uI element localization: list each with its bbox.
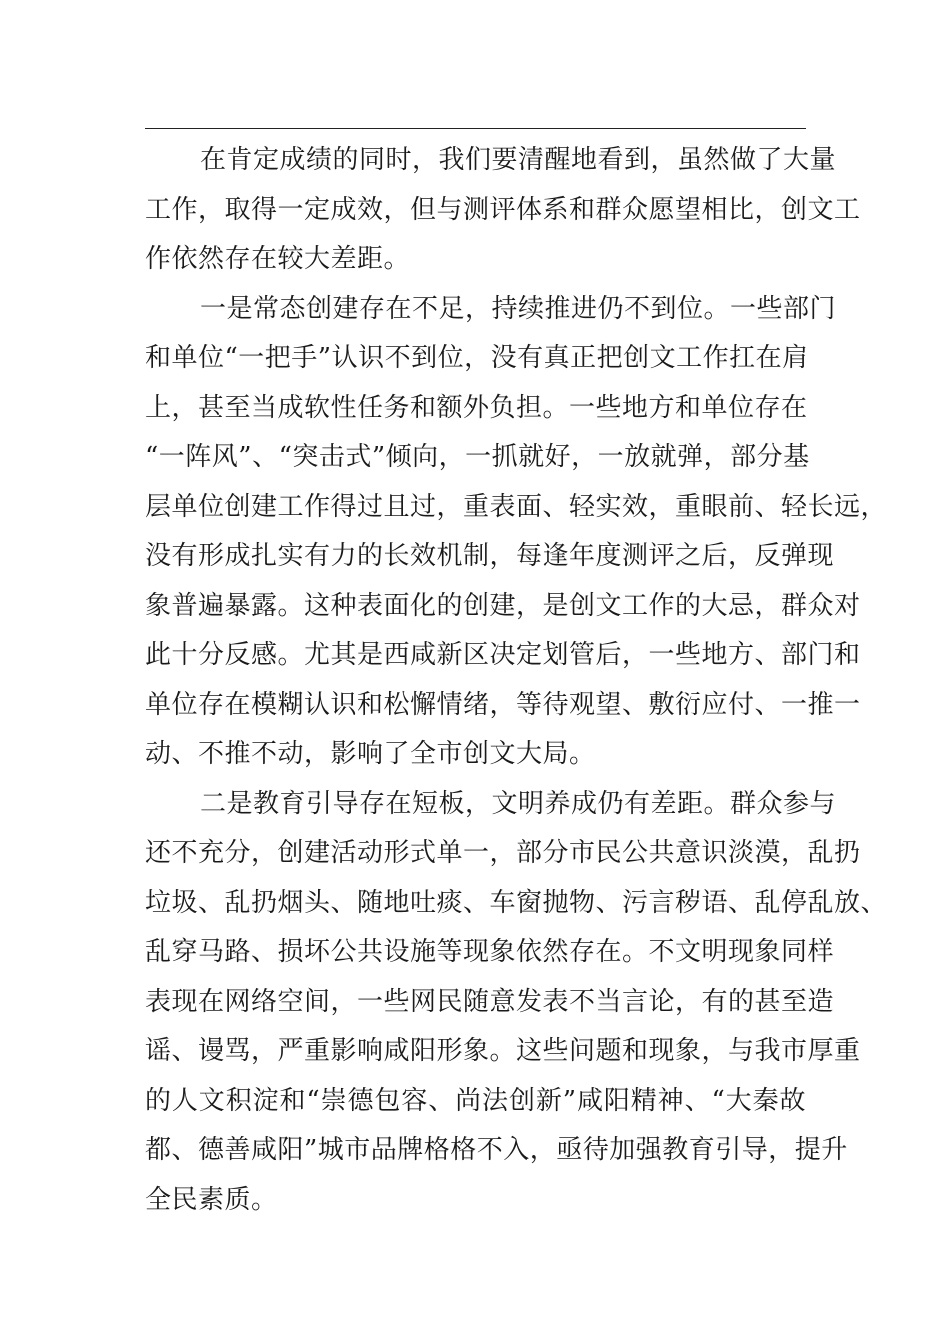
body-text: [145, 136, 888, 1225]
text-line: 象普遍暴露。这种表面化的创建，是创文工作的大忌，群众对: [145, 590, 861, 621]
text-line: 二是教育引导存在短板，文明养成仍有差距。群众参与: [200, 788, 837, 819]
text-line: 都、德善咸阳”城市品牌格格不入，亟待加强教育引导，提升: [145, 1135, 848, 1165]
text-line: 全民素质。: [145, 1184, 278, 1215]
text-line: 动、不推不动，影响了全市创文大局。: [145, 739, 596, 769]
text-line: 乱穿马路、损坏公共设施等现象依然存在。不文明现象同样: [145, 937, 835, 967]
text-line: 工作，取得一定成效，但与测评体系和群众愿望相比，创文工: [145, 194, 861, 225]
text-line: 的人文积淀和“崇德包容、尚法创新”咸阳精神、“大秦故: [145, 1085, 806, 1116]
text-line: 上，甚至当成软性任务和额外负担。一些地方和单位存在: [145, 392, 808, 423]
text-line: 单位存在模糊认识和松懈情绪，等待观望、敷衍应付、一推一: [145, 689, 861, 720]
text-line: 在肯定成绩的同时，我们要清醒地看到，虽然做了大量: [200, 145, 837, 175]
text-line: 作依然存在较大差距。: [145, 244, 411, 274]
text-line: 谣、谩骂，严重影响咸阳形象。这些问题和现象，与我市厚重: [145, 1036, 861, 1066]
text-line: 和单位“一把手”认识不到位，没有真正把创文工作扛在肩: [145, 343, 809, 373]
text-line: 垃圾、乱扔烟头、随地吐痰、车窗抛物、污言秽语、乱停乱放、: [145, 887, 888, 918]
paragraph-2: [145, 285, 888, 780]
text-line: 还不充分，创建活动形式单一，部分市民公共意识淡漠，乱扔: [145, 838, 861, 868]
text-line: “一阵风”、“突击式”倾向，一抓就好，一放就弹，部分基: [145, 442, 810, 472]
paragraph-1: [145, 136, 861, 285]
text-line: 没有形成扎实有力的长效机制，每逢年度测评之后，反弹现: [145, 541, 835, 571]
text-line: 表现在网络空间，一些网民随意发表不当言论，有的甚至造: [145, 986, 835, 1017]
text-line: 层单位创建工作得过且过，重表面、轻实效，重眼前、轻长远，: [145, 491, 888, 522]
text-line: 此十分反感。尤其是西咸新区决定划管后，一些地方、部门和: [145, 640, 861, 670]
paragraph-3: [145, 780, 888, 1226]
text-line: 一是常态创建存在不足，持续推进仍不到位。一些部门: [200, 293, 837, 324]
header-rule: [145, 128, 806, 129]
